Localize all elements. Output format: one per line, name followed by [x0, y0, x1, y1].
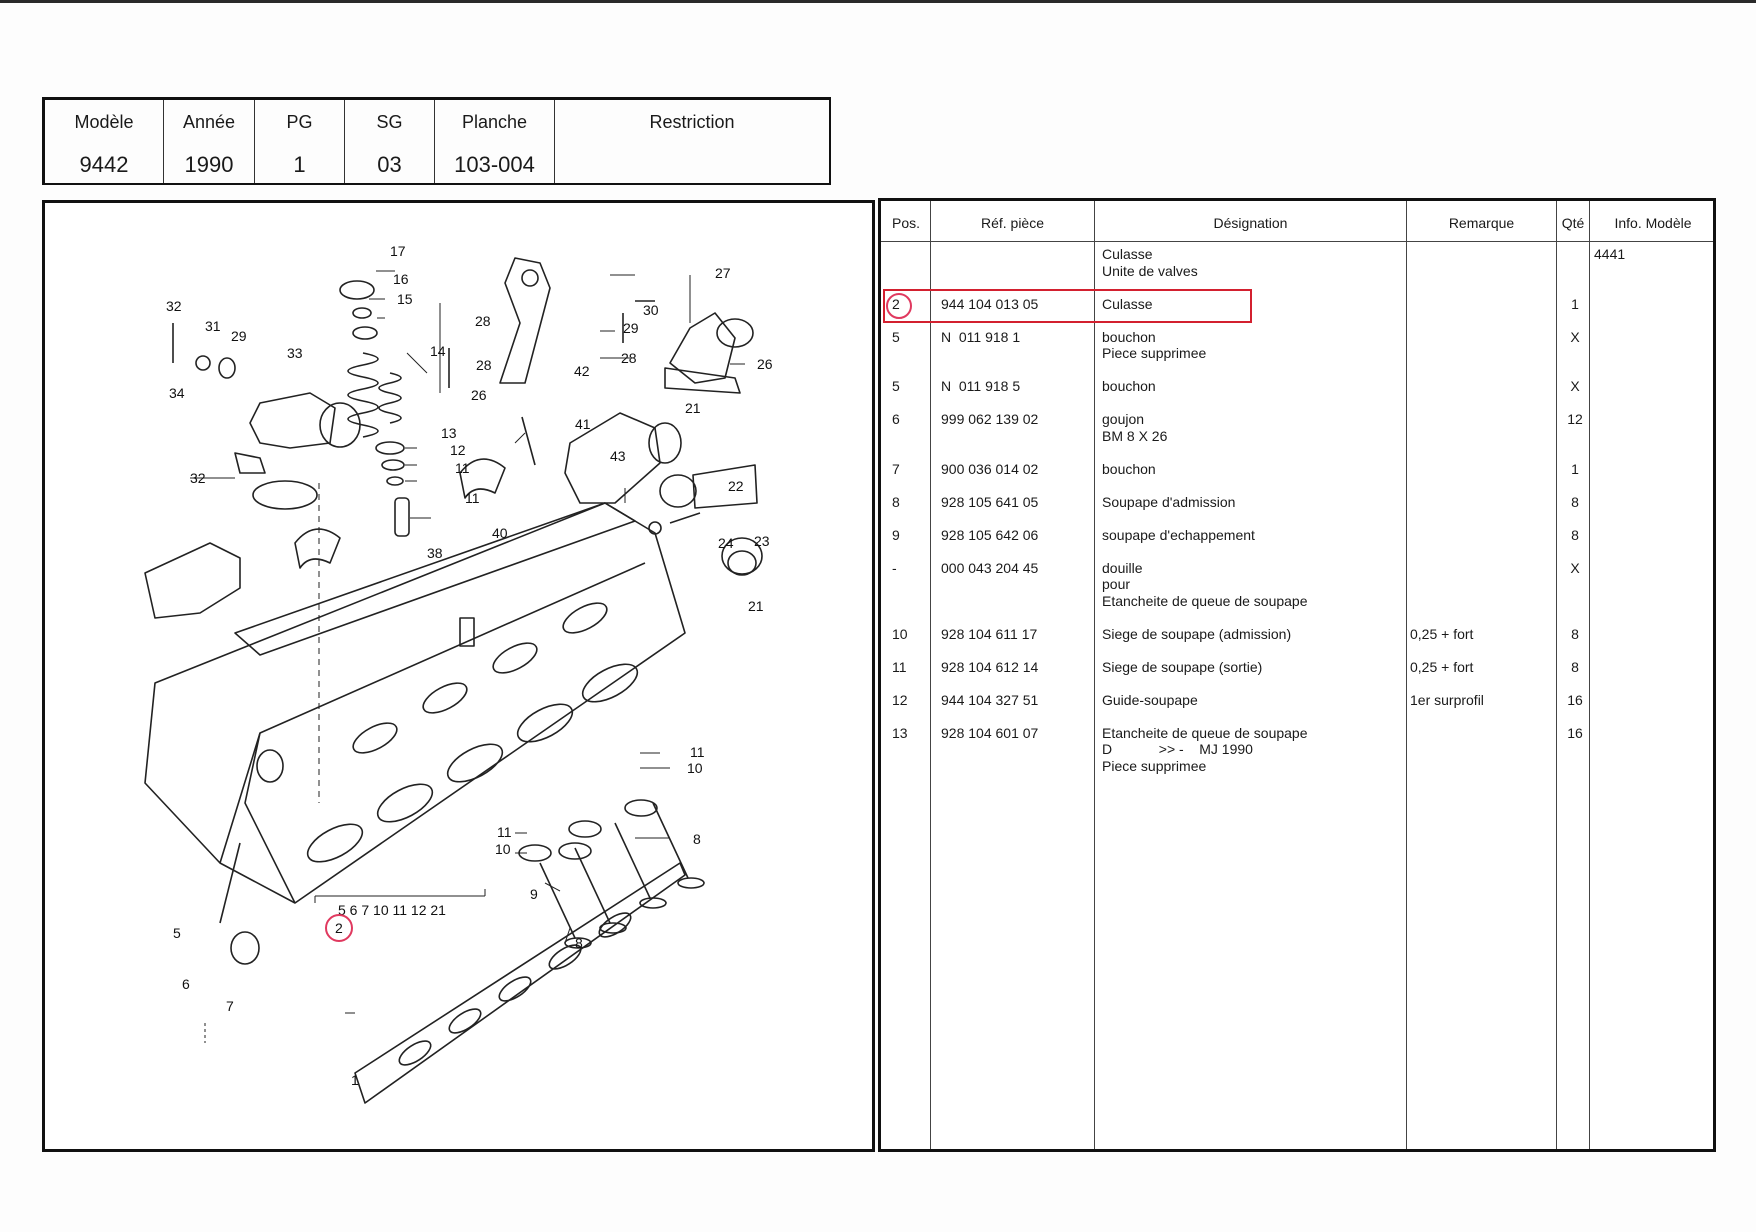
callout-label: 21 [685, 400, 701, 416]
header-col-pg [255, 100, 345, 183]
cell-designation [1102, 494, 1235, 511]
callout-label: 11 [455, 460, 470, 476]
cell-qte: 8 [1571, 526, 1579, 543]
callout-label: 26 [757, 356, 773, 372]
cell-ref: 928 104 601 07 [941, 724, 1039, 741]
cell-ref: 000 043 204 45 [941, 559, 1039, 576]
callout-label: 28 [476, 357, 492, 373]
cell-ref: 928 105 642 06 [941, 526, 1039, 543]
header-label: SG [376, 112, 403, 132]
callout-label: 43 [610, 448, 626, 464]
column-divider [1406, 201, 1407, 1149]
catalog-header-table [42, 97, 831, 185]
callout-label: 42 [574, 363, 590, 379]
designation-line: Siege de soupape (sortie) [1102, 658, 1263, 675]
cell-remarque: 0,25 + fort [1410, 658, 1474, 675]
cell-ref: 928 104 611 17 [941, 625, 1038, 642]
cell-pos: 9 [892, 526, 900, 543]
callout-label: 27 [715, 265, 731, 281]
valve-spring-stack [340, 281, 409, 536]
cell-designation [1102, 246, 1198, 279]
cell-designation [1102, 296, 1153, 313]
cell-qte: 1 [1571, 460, 1579, 477]
header-label: Restriction [649, 112, 735, 132]
cell-ref: 944 104 013 05 [941, 295, 1039, 312]
table-header-row [881, 201, 1713, 242]
designation-line: Piece supprimee [1102, 345, 1207, 361]
designation-line: soupape d'echappement [1102, 526, 1255, 543]
callout-label: 1 [351, 1072, 359, 1088]
callout-label: 29 [623, 320, 639, 336]
header-col-sg [345, 100, 435, 183]
col-header-qte: Qté [1561, 215, 1585, 231]
callout-label: 30 [643, 302, 659, 318]
callout-label: 28 [621, 350, 637, 366]
callout-label: 8 [575, 935, 583, 951]
callout-label: 11 [465, 490, 480, 506]
cell-designation [1102, 378, 1156, 395]
callout-label: 17 [390, 243, 406, 259]
callout-label: 11 [690, 744, 705, 760]
callout-label: 40 [492, 525, 508, 541]
cell-ref: N 011 918 5 [941, 378, 1021, 394]
designation-line: Etancheite de queue de soupape [1102, 724, 1308, 741]
valves [540, 803, 704, 948]
callout-label: 13 [441, 425, 457, 441]
callout-label: 41 [575, 416, 591, 432]
callout-label: 33 [287, 345, 303, 361]
cell-designation [1102, 626, 1291, 643]
designation-line: BM 8 X 26 [1102, 427, 1168, 444]
callout-label: 26 [471, 387, 487, 403]
cell-pos: - [892, 559, 897, 576]
callout-label: 23 [754, 533, 770, 549]
column-divider [1556, 201, 1557, 1149]
cell-ref: 999 062 139 02 [941, 411, 1039, 427]
callout-label-circled: 2 [335, 920, 343, 936]
cell-qte: 8 [1571, 493, 1579, 510]
cell-qte: 16 [1567, 691, 1583, 708]
designation-line: douille [1102, 559, 1143, 576]
callout-label: 22 [728, 478, 744, 494]
callout-label: 24 [718, 535, 734, 551]
cell-designation [1102, 329, 1206, 362]
column-divider [1589, 201, 1590, 1149]
designation-line: Culasse [1102, 246, 1153, 262]
header-col-annee [164, 100, 255, 183]
callout-label: 28 [475, 313, 491, 329]
assembly-label: 5 6 7 10 11 12 21 [338, 902, 446, 918]
header-value: 1 [293, 152, 306, 177]
col-header-info: Info. Modèle [1614, 215, 1692, 231]
cell-designation [1102, 692, 1198, 709]
header-value: 03 [377, 152, 402, 177]
designation-line: D >> - MJ 1990 [1102, 741, 1253, 757]
callout-label: 38 [427, 545, 443, 561]
callout-label: 12 [450, 442, 466, 458]
cell-ref: 900 036 014 02 [941, 460, 1039, 477]
callout-label: 9 [530, 886, 538, 902]
designation-line: goujon [1102, 411, 1145, 427]
cell-designation [1102, 725, 1308, 775]
cell-ref: 928 105 641 05 [941, 493, 1039, 510]
callout-label: 31 [205, 318, 221, 334]
cell-pos: 12 [892, 691, 908, 708]
head-gasket-shape [355, 863, 685, 1103]
callout-label: 8 [693, 831, 701, 847]
header-label: Planche [461, 112, 528, 132]
callout-label: 10 [495, 841, 511, 857]
cell-pos: 7 [892, 460, 900, 477]
callout-label: 32 [166, 298, 182, 314]
callout-label: 5 [173, 925, 181, 941]
designation-line: bouchon [1102, 460, 1156, 477]
cell-remarque: 0,25 + fort [1410, 625, 1474, 642]
cell-designation [1102, 659, 1262, 676]
cell-info: 4441 [1594, 246, 1626, 262]
callout-label: 15 [397, 291, 413, 307]
header-col-modele [45, 100, 164, 183]
callout-label: 6 [182, 976, 190, 992]
designation-line: Siege de soupape (admission) [1102, 625, 1292, 642]
cell-qte: 16 [1567, 724, 1583, 741]
cell-designation [1102, 527, 1255, 544]
callout-label: 14 [430, 343, 446, 359]
header-col-planche [435, 100, 555, 183]
cell-qte: 8 [1571, 658, 1579, 675]
header-value: 103-004 [454, 152, 535, 177]
header-label: Modèle [74, 112, 134, 132]
scan-edge [0, 0, 1756, 3]
cell-qte: 1 [1571, 295, 1579, 312]
designation-line: bouchon [1102, 328, 1156, 345]
valve-seats [519, 800, 657, 861]
bearing-cap [145, 543, 240, 618]
callout-label: 32 [190, 470, 206, 486]
cell-pos: 8 [892, 493, 900, 510]
cell-pos: 2 [892, 295, 900, 312]
cell-pos: 10 [892, 625, 908, 642]
callout-label: 16 [393, 271, 409, 287]
designation-line: Unite de valves [1102, 262, 1198, 279]
lifting-bracket [500, 258, 550, 383]
designation-line: pour [1102, 576, 1131, 592]
cell-remarque: 1er surprofil [1410, 691, 1484, 708]
cell-designation [1102, 411, 1167, 444]
col-header-pos: Pos. [891, 215, 920, 231]
cell-pos: 5 [892, 328, 900, 345]
designation-line: Etancheite de queue de soupape [1102, 592, 1308, 609]
exploded-view-drawing [42, 200, 875, 1152]
cell-pos: 5 [892, 378, 900, 394]
cell-qte: X [1570, 559, 1580, 576]
cell-designation [1102, 560, 1308, 610]
callout-label: 34 [169, 385, 185, 401]
header-col-restriction [555, 100, 829, 183]
callout-label: 10 [687, 760, 703, 776]
header-label: Année [182, 112, 236, 132]
highlight-box [883, 289, 1252, 323]
cell-pos: 6 [892, 411, 900, 427]
callout-label: 11 [497, 824, 512, 840]
cell-pos: 13 [892, 724, 908, 741]
cell-qte: X [1570, 328, 1580, 345]
cylinder-head-diagram [45, 203, 872, 1149]
cell-ref: 928 104 612 14 [941, 658, 1039, 675]
header-value: 1990 [184, 152, 234, 177]
designation-line: bouchon [1102, 378, 1156, 394]
cell-pos: 11 [892, 658, 907, 675]
cell-ref: 944 104 327 51 [941, 691, 1039, 708]
column-divider [930, 201, 931, 1149]
callout-label: 29 [231, 328, 247, 344]
water-outlet [670, 313, 735, 383]
designation-line: Piece supprimee [1102, 757, 1207, 774]
designation-line: Culasse [1102, 295, 1153, 312]
cell-qte: 12 [1567, 411, 1583, 427]
gasket-holes [396, 908, 635, 1069]
designation-line: Soupape d'admission [1102, 493, 1236, 510]
thermostat-housing [250, 393, 335, 448]
col-header-designation: Désignation [1213, 215, 1288, 231]
designation-line: Guide-soupape [1102, 691, 1198, 708]
callout-label: 7 [226, 998, 234, 1014]
header-value: 9442 [79, 152, 129, 177]
combustion-chambers [302, 597, 643, 869]
cell-designation [1102, 461, 1156, 478]
header-label: PG [286, 112, 313, 132]
cell-qte: X [1570, 378, 1580, 394]
col-header-remarque: Remarque [1448, 215, 1515, 231]
column-divider [1094, 201, 1095, 1149]
parts-list-table [878, 198, 1716, 1152]
col-header-ref: Réf. pièce [980, 215, 1045, 231]
callout-label: 21 [748, 598, 764, 614]
cell-ref: N 011 918 1 [941, 328, 1021, 345]
cell-qte: 8 [1571, 625, 1579, 642]
